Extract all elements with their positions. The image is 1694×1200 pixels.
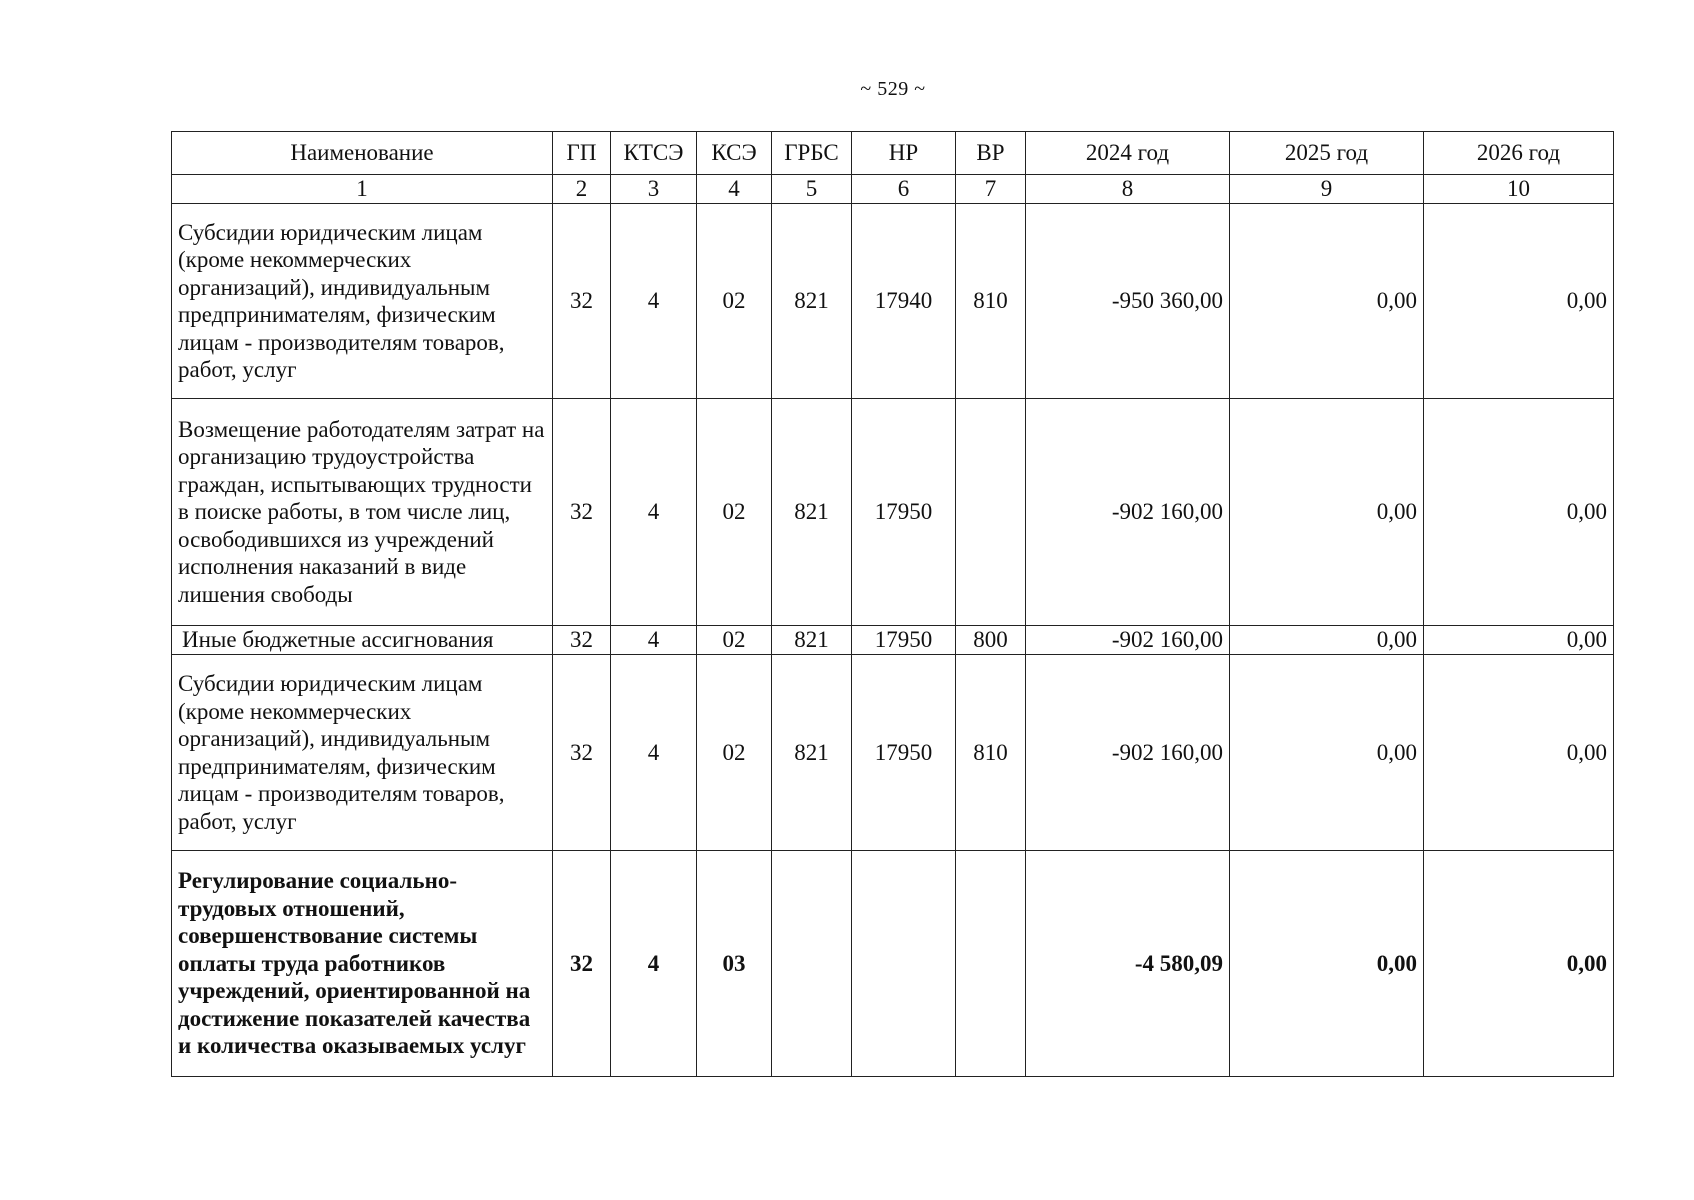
row-nr (852, 851, 956, 1077)
row-2025: 0,00 (1230, 204, 1424, 399)
row-vr (956, 399, 1026, 626)
header-2026: 2026 год (1424, 132, 1614, 175)
row-kse: 02 (697, 655, 772, 851)
header-ktse: КТСЭ (611, 132, 697, 175)
column-number: 1 (172, 175, 553, 204)
row-kse: 02 (697, 204, 772, 399)
row-ktse: 4 (611, 626, 697, 655)
header-grbs: ГРБС (772, 132, 852, 175)
row-ktse: 4 (611, 204, 697, 399)
column-number: 3 (611, 175, 697, 204)
budget-table (171, 131, 1614, 1077)
column-number: 8 (1026, 175, 1230, 204)
header-2025: 2025 год (1230, 132, 1424, 175)
row-nr: 17950 (852, 655, 956, 851)
row-nr: 17950 (852, 626, 956, 655)
header-vr: ВР (956, 132, 1026, 175)
header-kse: КСЭ (697, 132, 772, 175)
row-2024: -902 160,00 (1026, 399, 1230, 626)
row-2025: 0,00 (1230, 626, 1424, 655)
page-number: ~ 529 ~ (860, 78, 926, 100)
row-ktse: 4 (611, 399, 697, 626)
row-grbs (772, 851, 852, 1077)
row-kse: 03 (697, 851, 772, 1077)
row-2026: 0,00 (1424, 626, 1614, 655)
row-2025: 0,00 (1230, 851, 1424, 1077)
column-number: 9 (1230, 175, 1424, 204)
table-row (172, 399, 1614, 626)
row-grbs: 821 (772, 204, 852, 399)
row-2024: -950 360,00 (1026, 204, 1230, 399)
row-nr: 17950 (852, 399, 956, 626)
row-2026: 0,00 (1424, 204, 1614, 399)
table-row (172, 851, 1614, 1077)
row-gp: 32 (553, 399, 611, 626)
row-grbs: 821 (772, 626, 852, 655)
row-gp: 32 (553, 851, 611, 1077)
row-name: Регулирование социально-трудовых отношений, совершенствование системы оплаты труда работников учреждений, ориентированной на достижение показателей качества и количества оказываемых услуг (172, 851, 553, 1077)
row-kse: 02 (697, 399, 772, 626)
row-kse: 02 (697, 626, 772, 655)
row-ktse: 4 (611, 851, 697, 1077)
header-2024: 2024 год (1026, 132, 1230, 175)
row-grbs: 821 (772, 399, 852, 626)
row-grbs: 821 (772, 655, 852, 851)
table-row (172, 204, 1614, 399)
row-nr: 17940 (852, 204, 956, 399)
header-nr: НР (852, 132, 956, 175)
row-2026: 0,00 (1424, 655, 1614, 851)
row-vr (956, 851, 1026, 1077)
row-gp: 32 (553, 204, 611, 399)
row-2024: -4 580,09 (1026, 851, 1230, 1077)
row-2025: 0,00 (1230, 655, 1424, 851)
table-row (172, 655, 1614, 851)
row-2026: 0,00 (1424, 851, 1614, 1077)
row-vr: 800 (956, 626, 1026, 655)
row-name: Иные бюджетные ассигнования (172, 626, 553, 655)
row-vr: 810 (956, 655, 1026, 851)
column-number: 2 (553, 175, 611, 204)
row-gp: 32 (553, 655, 611, 851)
column-number: 7 (956, 175, 1026, 204)
table-header-row (172, 132, 1614, 175)
row-gp: 32 (553, 626, 611, 655)
row-2026: 0,00 (1424, 399, 1614, 626)
column-number: 6 (852, 175, 956, 204)
column-number-row (172, 175, 1614, 204)
column-number: 5 (772, 175, 852, 204)
table-row (172, 626, 1614, 655)
header-name: Наименование (172, 132, 553, 175)
row-name: Субсидии юридическим лицам (кроме некоммерческих организаций), индивидуальным предпринимателям, физическим лицам - производителям товаров, работ, услуг (172, 204, 553, 399)
column-number: 10 (1424, 175, 1614, 204)
row-2024: -902 160,00 (1026, 626, 1230, 655)
row-2025: 0,00 (1230, 399, 1424, 626)
row-vr: 810 (956, 204, 1026, 399)
row-name: Субсидии юридическим лицам (кроме некоммерческих организаций), индивидуальным предпринимателям, физическим лицам - производителям товаров, работ, услуг (172, 655, 553, 851)
row-2024: -902 160,00 (1026, 655, 1230, 851)
header-gp: ГП (553, 132, 611, 175)
row-name: Возмещение работодателям затрат на организацию трудоустройства граждан, испытывающих трудности в поиске работы, в том числе лиц, освободившихся из учреждений исполнения наказаний в виде лишения свободы (172, 399, 553, 626)
column-number: 4 (697, 175, 772, 204)
row-ktse: 4 (611, 655, 697, 851)
